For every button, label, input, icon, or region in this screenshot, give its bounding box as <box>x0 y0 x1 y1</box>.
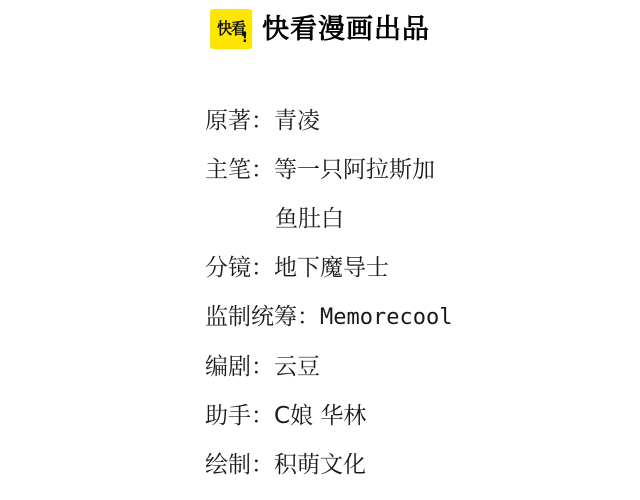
credit-value: 积萌文化 <box>274 452 366 478</box>
credit-label: 编剧： <box>205 354 274 380</box>
page-title: 快看漫画出品 <box>262 13 430 45</box>
credit-row <box>0 352 640 382</box>
brand-header <box>0 6 640 52</box>
credit-label: 分镜： <box>205 255 274 281</box>
logo-text: 快看 <box>216 19 245 38</box>
credit-row <box>0 204 640 234</box>
credit-value: Memorecool <box>320 305 453 330</box>
logo-exclamation-icon: ! <box>241 30 248 46</box>
credit-row <box>0 302 640 333</box>
credit-value: 鱼肚白 <box>275 206 344 232</box>
credit-row <box>0 253 640 283</box>
credit-row <box>0 155 640 185</box>
credit-label: 绘制： <box>205 452 274 478</box>
credit-value: 云豆 <box>274 354 320 380</box>
credit-label: 主笔： <box>205 157 274 183</box>
credit-label: 原著： <box>205 108 274 134</box>
credit-value: 青凌 <box>274 108 320 134</box>
credit-label: 助手： <box>205 403 274 429</box>
credit-row <box>0 106 640 136</box>
credit-value: 等一只阿拉斯加 <box>274 157 435 183</box>
credit-row <box>0 450 640 480</box>
credit-label: 监制统筹： <box>205 304 320 330</box>
credit-value: 地下魔导士 <box>274 255 389 281</box>
credits-list <box>0 106 640 499</box>
kuaikan-logo-badge <box>210 9 252 49</box>
credit-value: C娘 华林 <box>274 403 367 429</box>
credit-row <box>0 401 640 431</box>
